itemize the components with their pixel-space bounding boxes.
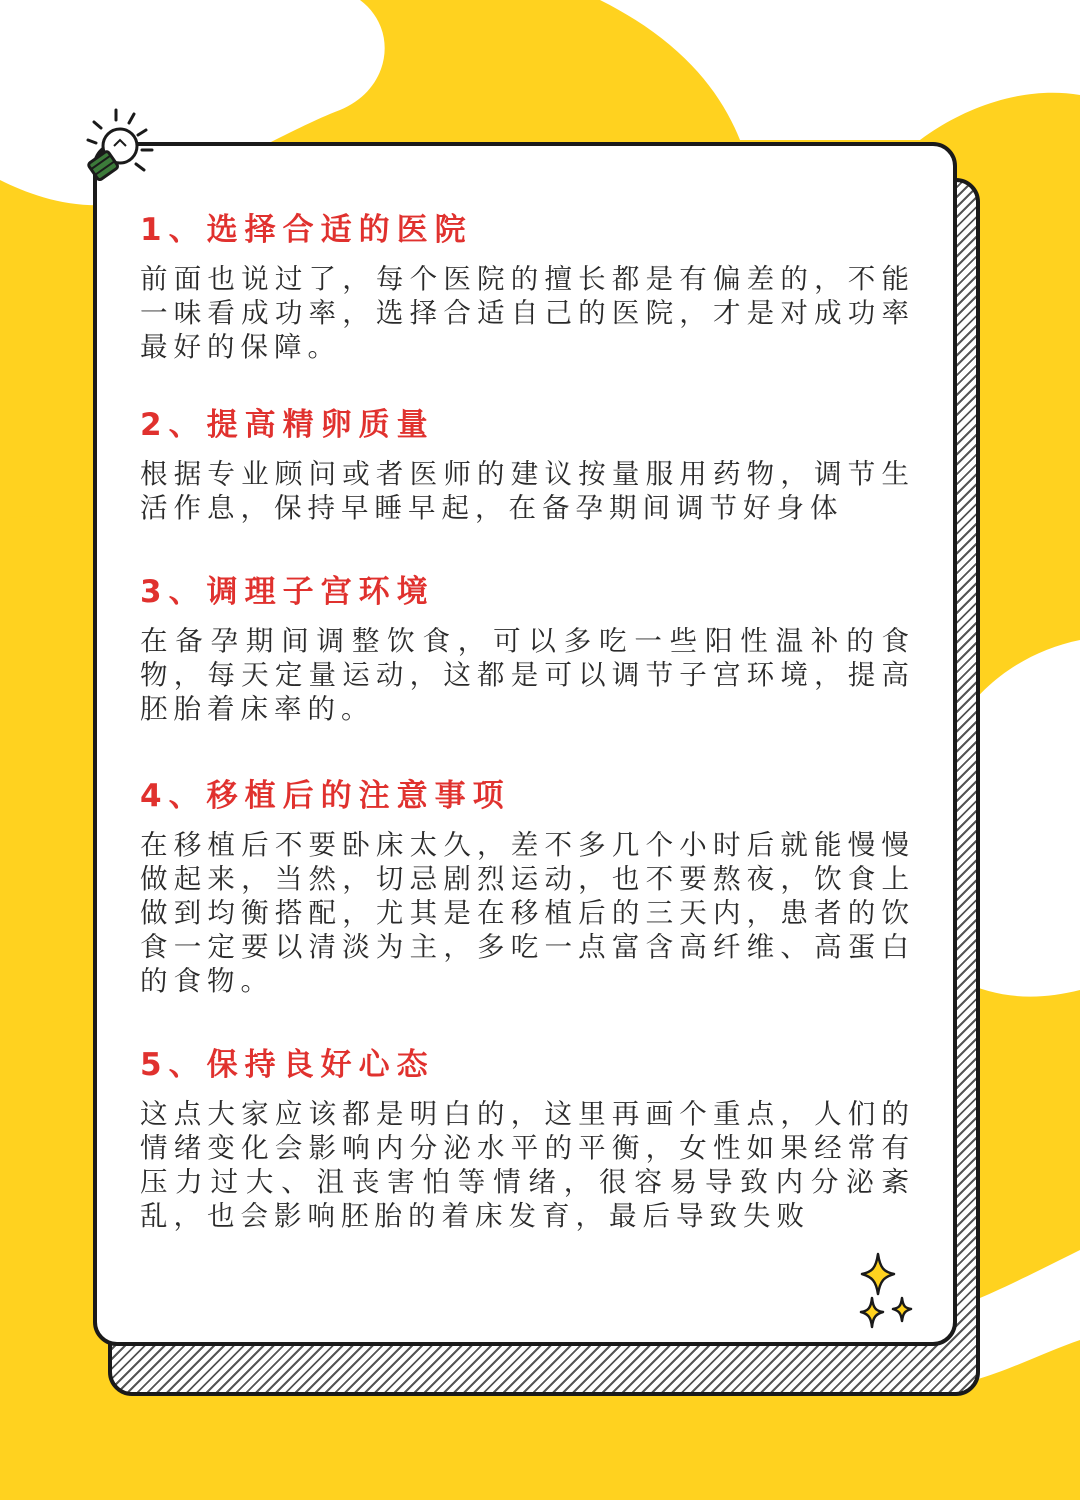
lightbulb-icon	[68, 100, 164, 196]
section-body: 在备孕期间调整饮食，可以多吃一些阳性温补的食物，每天定量运动，这都是可以调节子宫环境，提高胚胎着床率的。	[140, 625, 915, 725]
section-1	[140, 210, 915, 364]
section-4	[140, 776, 915, 998]
section-body: 根据专业顾问或者医师的建议按量服用药物，调节生活作息，保持早睡早起，在备孕期间调节好身体	[140, 458, 915, 524]
section-title: 3、调理子宫环境	[140, 574, 435, 610]
section-body: 这点大家应该都是明白的，这里再画个重点，人们的情绪变化会影响内分泌水平的平衡，女性如果经常有压力过大、沮丧害怕等情绪，很容易导致内分泌紊乱，也会影响胚胎的着床发育，最后导致失败	[140, 1098, 915, 1232]
section-title: 5、保持良好心态	[140, 1047, 435, 1083]
section-title: 2、提高精卵质量	[140, 407, 435, 443]
section-2	[140, 405, 915, 525]
section-body: 前面也说过了，每个医院的擅长都是有偏差的，不能一味看成功率，选择合适自己的医院，才是对成功率最好的保障。	[140, 263, 915, 363]
section-title: 4、移植后的注意事项	[140, 778, 511, 814]
section-body: 在移植后不要卧床太久，差不多几个小时后就能慢慢做起来，当然，切忌剧烈运动，也不要熬夜，饮食上做到均衡搭配，尤其是在移植后的三天内，患者的饮食一定要以清淡为主，多吃一点富含高纤维、高蛋白的食物。	[140, 829, 915, 997]
sparkles-icon	[850, 1250, 920, 1335]
section-title: 1、选择合适的医院	[140, 212, 473, 248]
section-3	[140, 572, 915, 726]
section-5	[140, 1045, 915, 1233]
